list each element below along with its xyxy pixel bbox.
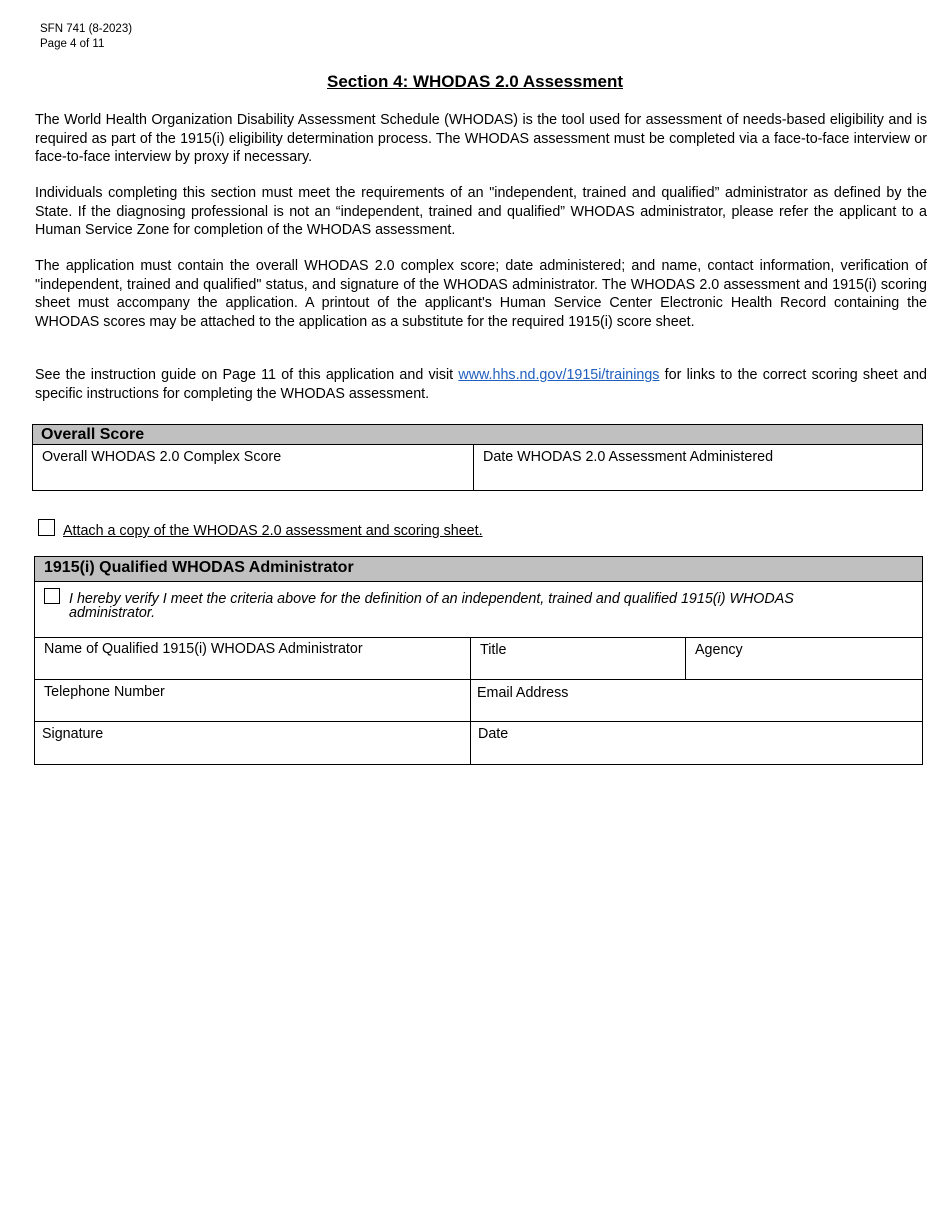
administrator-title-label: Title [480, 642, 507, 658]
signature-label: Signature [42, 726, 104, 742]
administrator-name-field[interactable] [35, 638, 471, 680]
telephone-field[interactable] [35, 680, 471, 722]
administrator-header: 1915(i) Qualified WHODAS Administrator [35, 557, 923, 582]
paragraph-whodas-intro: The World Health Organization Disability Assessment Schedule (WHODAS) is the tool used for assessment of needs-based eligibility and is required as part of the 1915(i) eligibility determination process. The WHODAS assessment must be completed via a face-to-face interview or face-to-face interview by proxy if necessary. [35, 112, 927, 165]
administrator-title-field[interactable] [471, 638, 686, 680]
attach-copy-checkbox[interactable] [38, 519, 55, 536]
verify-text-line2: administrator. [69, 605, 156, 621]
signature-date-field[interactable] [471, 722, 923, 765]
page-number: Page 4 of 11 [40, 38, 105, 50]
form-header [40, 22, 132, 52]
paragraph-administrator-requirements: Individuals completing this section must meet the requirements of an "independent, trained and qualified” administrator as defined by the State. If the diagnosing professional is not an “independent, trained and qualified” WHODAS administrator, please refer the applicant to a Human Service Zone for completion of the WHODAS assessment. [35, 185, 927, 238]
signature-field[interactable] [35, 722, 471, 765]
overall-score-table [32, 424, 923, 491]
verify-row [35, 582, 923, 638]
verify-statement [43, 592, 912, 620]
verify-text-line1: I hereby verify I meet the criteria above for the definition of an independent, trained and qualified 1915(i) WHODAS [69, 591, 794, 607]
instruction-text-start: See the instruction guide on Page 11 of this application and visit [35, 367, 459, 383]
administrator-agency-label: Agency [695, 642, 743, 658]
administrator-name-label: Name of Qualified 1915(i) WHODAS Administrator [44, 641, 363, 657]
assessment-date-field[interactable] [474, 445, 923, 491]
attach-copy-label: Attach a copy of the WHODAS 2.0 assessment and scoring sheet. [63, 523, 483, 539]
complex-score-field[interactable] [33, 445, 474, 491]
administrator-agency-field[interactable] [686, 638, 923, 680]
telephone-label: Telephone Number [44, 684, 165, 700]
administrator-table [34, 556, 923, 765]
paragraph-application-contents: The application must contain the overall WHODAS 2.0 complex score; date administered; and name, contact information, verification of "independent, trained and qualified" status, and signature of the WHODAS administrator. The WHODAS 2.0 assessment and 1915(i) scoring sheet must accompany the application. A printout of the applicant's Human Service Center Electronic Health Record containing the WHODAS scores may be attached to the application as a substitute for the required 1915(i) score sheet. [35, 258, 927, 330]
signature-date-label: Date [478, 726, 509, 742]
section-title: Section 4: WHODAS 2.0 Assessment [326, 72, 623, 91]
form-id: SFN 741 (8-2023) [40, 23, 133, 35]
trainings-link[interactable]: www.hhs.nd.gov/1915i/trainings [458, 367, 660, 383]
assessment-date-label: Date WHODAS 2.0 Assessment Administered [483, 449, 774, 465]
verify-checkbox[interactable] [44, 588, 60, 604]
email-label: Email Address [477, 685, 569, 701]
complex-score-label: Overall WHODAS 2.0 Complex Score [42, 449, 282, 465]
overall-score-header: Overall Score [33, 425, 923, 445]
instruction-text-end: for links to the correct scoring sheet and specific instructions for completing the WHODAS assessment. [35, 367, 927, 402]
paragraph-instruction-guide [35, 366, 927, 403]
email-field[interactable] [471, 680, 923, 722]
attach-copy-row [38, 519, 483, 539]
